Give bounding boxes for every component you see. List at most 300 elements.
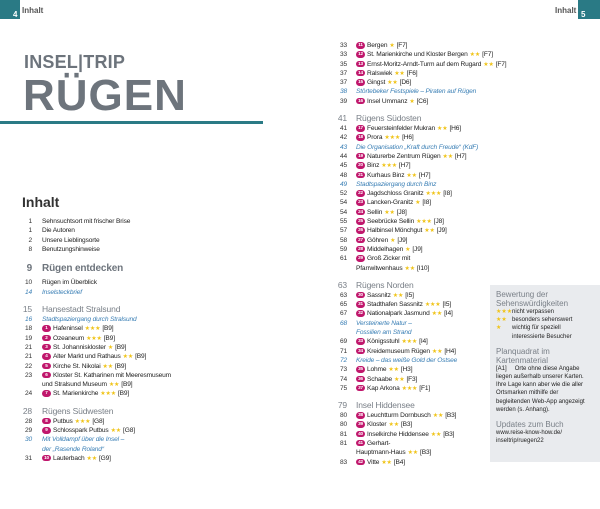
toc-entry[interactable] — [330, 300, 506, 309]
grid-reference: [G8] — [123, 427, 135, 435]
entry-title: Alter Markt und Rathaus — [53, 353, 121, 361]
entry-title: Inselsteckbrief — [42, 288, 82, 296]
entry-title: Gerhart- — [367, 439, 391, 447]
entry-text — [42, 389, 129, 398]
toc-entry[interactable] — [330, 439, 506, 448]
page-number: 8 — [28, 245, 32, 253]
grid-reference: [D6] — [399, 79, 412, 87]
page-number: 1 — [28, 227, 32, 235]
star-rating-icon: ★ — [389, 43, 395, 49]
star-rating-icon: ★★ — [431, 348, 443, 355]
page-number: 16 — [24, 316, 32, 324]
toc-entry[interactable] — [0, 371, 171, 380]
entry-title: Insel Hiddensee — [356, 400, 415, 411]
toc-entry[interactable] — [0, 417, 171, 426]
entry-text — [42, 435, 124, 444]
entry-title: Lancken-Granitz — [367, 199, 414, 207]
page-number: 21 — [24, 353, 32, 361]
star-rating-icon: ★★ — [388, 367, 399, 374]
toc-entry[interactable] — [0, 445, 171, 454]
page-number: 72 — [339, 356, 347, 364]
toc-entry[interactable] — [330, 189, 506, 198]
series-logo: INSEL|TRIP — [24, 52, 126, 72]
grid-reference: [B9] — [102, 325, 114, 333]
grid-code: [A1] — [496, 365, 507, 372]
page-number: 65 — [339, 301, 347, 309]
toc-entry[interactable] — [0, 380, 171, 389]
grid-reference: [B9] — [114, 362, 127, 370]
entry-title: Göhren — [367, 236, 389, 244]
toc-entry[interactable] — [0, 343, 171, 352]
updates-link[interactable]: www.reise-know-how.de/ inseltrip/ruegen22 — [496, 430, 563, 445]
grid-reference: [C6] — [416, 97, 429, 105]
star-rating-icon: ★★ — [430, 431, 442, 438]
entry-title: Seebrücke Sellin — [367, 218, 415, 226]
star-rating-icon: ★★ — [392, 292, 404, 299]
sight-marker-badge: 24 — [356, 209, 365, 216]
entry-title: Stadtspaziergang durch Binz — [356, 180, 437, 188]
entry-text — [42, 226, 75, 235]
toc-entry[interactable] — [330, 375, 506, 384]
entry-title: Halbinsel Mönchgut — [367, 227, 423, 235]
toc-entry[interactable] — [330, 41, 506, 50]
entry-title: Kirche St. Nikolai — [53, 362, 101, 370]
entry-title: Ernst-Moritz-Arndt-Turm auf dem Rugard — [367, 60, 482, 68]
entry-text — [356, 430, 454, 439]
grid-reference: [J8] — [396, 208, 407, 216]
sight-marker-badge: 19 — [356, 153, 365, 160]
sight-marker-badge: 30 — [356, 292, 365, 299]
entry-title: Groß Zicker mit — [367, 255, 411, 263]
entry-text — [42, 315, 137, 324]
toc-entry[interactable] — [330, 133, 506, 142]
page-number: 33 — [339, 51, 347, 59]
sight-marker-badge: 21 — [356, 172, 365, 179]
entry-text — [356, 458, 405, 467]
entry-text — [356, 264, 429, 273]
sight-marker-badge: 34 — [356, 348, 365, 355]
entry-title: Lohme — [367, 366, 387, 374]
page-number — [0, 380, 42, 389]
toc-entry[interactable] — [330, 217, 506, 226]
entry-text — [356, 236, 407, 245]
toc-entry[interactable] — [330, 161, 506, 170]
toc-entry[interactable] — [0, 226, 171, 235]
grid-reference: [F6] — [406, 69, 418, 77]
legend-row — [496, 308, 594, 316]
toc-entry[interactable] — [0, 278, 171, 287]
sight-marker-badge: 26 — [356, 227, 365, 234]
sight-marker-badge: 31 — [356, 301, 365, 308]
page-number: 68 — [339, 319, 347, 327]
toc-entry[interactable] — [330, 124, 506, 133]
toc-entry[interactable] — [330, 198, 506, 207]
sight-marker-badge: 28 — [356, 246, 365, 253]
entry-title: Schlosspark Putbus — [53, 427, 109, 435]
page-number: 80 — [339, 412, 347, 420]
entry-text — [356, 319, 412, 328]
page-number: 9 — [26, 263, 32, 275]
page-number: 63 — [337, 279, 347, 290]
running-header-right: Inhalt — [555, 6, 577, 15]
entry-title: Leuchtturm Dornbusch — [367, 412, 431, 420]
entry-title: Benutzungshinweise — [42, 245, 100, 253]
entry-text — [356, 328, 411, 337]
entry-text — [356, 280, 414, 291]
rating-legend — [496, 308, 594, 341]
page-number — [330, 448, 356, 457]
page-number: 19 — [24, 334, 32, 342]
entry-title: Rügen entdecken — [42, 263, 124, 275]
toc-entry[interactable] — [330, 254, 506, 263]
grid-reference: [B4] — [393, 458, 405, 466]
grid-reference: [H4] — [444, 347, 456, 355]
grid-text: Orte ohne diese Angabe liegen außerhalb unserer Karten. Ihre Lage kann aber wie die aller Ortsmarken mithilfe der begleitenden Web-App angezeigt werden (s. Anhang). — [496, 365, 585, 413]
star-rating-icon: ★★ — [469, 52, 481, 59]
entry-text — [42, 262, 124, 275]
entry-title: Middelhagen — [367, 245, 404, 253]
entry-text — [356, 337, 428, 346]
running-header-left: Inhalt — [22, 6, 44, 15]
sight-marker-badge: 27 — [356, 237, 365, 244]
legend-text: nicht verpassen — [512, 309, 555, 315]
sight-marker-badge: 29 — [356, 255, 365, 262]
entry-title: Die Organisation „Kraft durch Freude“ (KdF) — [356, 143, 479, 151]
entry-title: Ralswiek — [367, 69, 393, 77]
rating-title: Bewertung der Sehenswürdigkeiten — [496, 290, 569, 308]
section-heading[interactable] — [330, 400, 506, 411]
toc-entry[interactable] — [0, 435, 171, 444]
sight-marker-badge: 40 — [356, 431, 365, 438]
toc-entry[interactable] — [330, 97, 506, 106]
entry-title: Gingst — [367, 79, 386, 87]
toc-entry[interactable] — [330, 365, 506, 374]
toc-entry[interactable] — [0, 245, 171, 254]
sight-marker-badge: 38 — [356, 412, 365, 419]
entry-text — [356, 245, 422, 254]
toc-entry[interactable] — [330, 50, 506, 59]
page-number: 31 — [24, 454, 32, 462]
grid-reference: [F7] — [396, 42, 408, 49]
toc-entry[interactable] — [330, 337, 506, 346]
toc-entry[interactable] — [330, 347, 506, 356]
page-number: 38 — [339, 88, 347, 96]
updates-title: Updates zum Buch — [496, 420, 564, 430]
page-number: 10 — [24, 279, 32, 287]
grid-title: Planquadrat im Kartenmaterial — [496, 346, 550, 365]
grid-reference: [H7] — [398, 162, 411, 170]
grid-reference: [B9] — [121, 381, 133, 389]
toc-entry[interactable] — [330, 384, 506, 393]
toc-entry[interactable] — [330, 356, 506, 365]
entry-title: Unsere Lieblingsorte — [42, 236, 100, 244]
toc-entry[interactable] — [330, 143, 506, 152]
toc-left-column — [0, 217, 171, 463]
entry-title: St. Johanniskloster — [53, 343, 106, 351]
entry-text — [356, 254, 410, 263]
toc-entry[interactable] — [330, 152, 506, 161]
toc-entry[interactable] — [330, 171, 506, 180]
entry-text — [356, 217, 444, 226]
sight-marker-badge: 37 — [356, 385, 365, 392]
entry-text — [42, 371, 171, 380]
entry-title: Kloster — [367, 421, 387, 429]
sight-marker-badge: 12 — [356, 51, 365, 58]
entry-text — [42, 406, 113, 417]
star-rating-icon: ★★★ — [424, 302, 441, 309]
grid-reference: [H6] — [449, 125, 461, 133]
toc-entry[interactable] — [330, 291, 506, 300]
toc-entry[interactable] — [330, 69, 506, 78]
sight-marker-badge: 25 — [356, 218, 365, 225]
sight-marker-badge: 5 — [42, 363, 51, 370]
entry-text — [356, 87, 476, 96]
legend-box — [490, 285, 600, 462]
grid-reference: [H7] — [418, 171, 431, 179]
entry-title: der „Rasende Roland“ — [42, 445, 104, 453]
entry-title: Die Autoren — [42, 227, 75, 235]
section-heading[interactable] — [330, 113, 506, 124]
section-heading[interactable] — [0, 406, 171, 417]
toc-entry[interactable] — [0, 334, 171, 343]
entry-text — [356, 97, 428, 106]
entry-title: Nationalpark Jasmund — [367, 310, 430, 318]
star-rating-icon: ★ — [409, 98, 415, 105]
grid-reference: [F7] — [482, 51, 493, 59]
entry-text — [356, 41, 407, 50]
toc-entry[interactable] — [330, 458, 506, 467]
page-number: 71 — [339, 347, 347, 355]
sight-marker-badge: 42 — [356, 459, 365, 466]
entry-title: Schaabe — [367, 375, 392, 383]
entry-text — [356, 161, 410, 170]
entry-text — [42, 304, 120, 315]
entry-title: Stadthafen Sassnitz — [367, 301, 423, 309]
legend-text: wichtig für speziell interessierte Besucher — [512, 325, 572, 340]
grid-reference: [J9] — [412, 245, 423, 253]
sight-marker-badge: 16 — [356, 98, 365, 105]
page-number: 45 — [339, 162, 347, 170]
entry-text — [356, 180, 436, 189]
star-rating-icon: ★★★ — [381, 163, 397, 170]
page-number: 22 — [24, 362, 32, 370]
toc-entry[interactable] — [0, 454, 171, 463]
entry-text — [356, 208, 407, 217]
sight-marker-badge: 41 — [356, 440, 365, 447]
page-number: 15 — [22, 304, 32, 315]
entry-text — [356, 189, 452, 198]
section-heading[interactable] — [0, 304, 171, 315]
entry-title: Kloster St. Katharinen mit Meeresmuseum — [53, 371, 172, 379]
entry-text — [356, 69, 417, 78]
entry-title: St. Marienkirche — [53, 390, 99, 398]
page-number — [330, 264, 356, 273]
page-number — [330, 328, 356, 337]
entry-title: Sassnitz — [367, 291, 391, 299]
toc-entry[interactable] — [330, 87, 506, 96]
sight-marker-badge: 22 — [356, 190, 365, 197]
toc-entry[interactable] — [330, 448, 506, 457]
entry-text — [356, 300, 451, 309]
entry-text — [356, 78, 411, 87]
page-number: 24 — [24, 390, 32, 398]
star-rating-icon: ★★ — [496, 317, 507, 324]
sight-marker-badge: 32 — [356, 310, 365, 317]
entry-title: Pfarrwitwenhaus — [356, 264, 403, 272]
toc-entry[interactable] — [0, 315, 171, 324]
toc-entry[interactable] — [330, 430, 506, 439]
page-number: 28 — [22, 405, 32, 416]
sight-marker-badge: 39 — [356, 421, 365, 428]
entry-text — [42, 380, 132, 389]
grid-reference: [B9] — [135, 353, 147, 361]
sight-marker-badge: 11 — [356, 42, 365, 49]
toc-entry[interactable] — [330, 180, 506, 189]
page-number: 73 — [339, 366, 347, 374]
page-number-tab-right: 5 — [578, 0, 600, 19]
page-number: 43 — [339, 143, 347, 151]
page-number: 37 — [339, 79, 347, 87]
page-number: 48 — [339, 171, 347, 179]
entry-text — [42, 324, 113, 333]
entry-title: Königsstuhl — [367, 338, 400, 346]
page-number: 61 — [339, 255, 347, 263]
page-number: 37 — [339, 69, 347, 77]
entry-text — [42, 454, 111, 463]
page-number: 1 — [28, 218, 32, 225]
page-number: 39 — [339, 97, 347, 105]
toc-entry[interactable] — [330, 411, 506, 420]
toc-entry[interactable] — [330, 208, 506, 217]
sight-marker-badge: 14 — [356, 70, 365, 77]
page-number: 81 — [339, 439, 347, 447]
entry-text — [356, 171, 430, 180]
toc-entry[interactable] — [0, 236, 171, 245]
star-rating-icon: ★ — [496, 325, 502, 332]
grid-reference: [B9] — [103, 334, 115, 342]
entry-text — [42, 217, 130, 226]
page-number: 52 — [339, 190, 347, 198]
toc-entry[interactable] — [330, 264, 506, 273]
toc-entry[interactable] — [0, 362, 171, 371]
entry-text — [356, 347, 456, 356]
legend-row — [496, 324, 594, 340]
entry-title: Vitte — [367, 458, 380, 466]
toc-entry[interactable] — [330, 309, 506, 318]
entry-text — [356, 113, 421, 124]
sight-marker-badge: 8 — [42, 418, 51, 425]
page-number: 79 — [337, 400, 347, 411]
toc-entry[interactable] — [0, 217, 171, 226]
toc-entry[interactable] — [330, 328, 506, 337]
star-rating-icon: ★★★ — [384, 135, 401, 142]
grid-reference: [B9] — [115, 343, 127, 351]
toc-entry[interactable] — [330, 60, 506, 69]
entry-text — [356, 50, 493, 59]
entry-title: und Stralsund Museum — [42, 381, 107, 389]
toc-entry[interactable] — [330, 420, 506, 429]
grid-reference: [I5] — [405, 291, 414, 299]
grid-reference: [B3] — [420, 449, 432, 457]
grid-reference: [I4] — [444, 310, 453, 318]
toc-entry[interactable] — [0, 288, 171, 297]
sight-marker-badge: 35 — [356, 366, 365, 373]
page-number: 23 — [24, 371, 32, 379]
toc-entry[interactable] — [330, 245, 506, 254]
star-rating-icon: ★★★ — [401, 385, 418, 392]
entry-title: Störtebeker Festspiele – Piraten auf Rügen — [356, 88, 477, 96]
entry-title: Fossilien am Strand — [356, 329, 412, 337]
entry-title: Naturerbe Zentrum Rügen — [367, 152, 441, 160]
sight-marker-badge: 15 — [356, 79, 365, 86]
page-number: 74 — [339, 375, 347, 383]
entry-title: Mit Volldampf über die Insel – — [42, 436, 125, 444]
page-number: 14 — [24, 288, 32, 296]
grid-reference: [J9] — [436, 227, 447, 235]
star-rating-icon: ★ — [415, 200, 421, 207]
entry-text — [356, 133, 414, 142]
toc-entry[interactable] — [0, 426, 171, 435]
entry-title: Ozeaneum — [53, 334, 85, 342]
toc-entry[interactable] — [330, 236, 506, 245]
entry-title: Prora — [367, 134, 383, 142]
entry-title: Kap Arkona — [367, 384, 400, 392]
star-rating-icon: ★★ — [110, 428, 122, 435]
star-rating-icon: ★★ — [431, 311, 443, 318]
entry-title: Insel Ummanz — [367, 97, 408, 105]
star-rating-icon: ★★ — [432, 413, 444, 420]
entry-text — [42, 343, 126, 352]
section-heading[interactable] — [330, 280, 506, 291]
grid-reference: [B3] — [400, 421, 413, 429]
grid-reference: [B3] — [445, 412, 457, 420]
entry-text — [356, 152, 466, 161]
grid-reference: [F7] — [495, 60, 507, 68]
entry-text — [356, 291, 414, 300]
entry-text — [42, 236, 99, 245]
star-rating-icon: ★★ — [424, 228, 435, 235]
entry-text — [356, 439, 390, 448]
grid-reference: [I4] — [419, 338, 428, 346]
entry-text — [356, 309, 453, 318]
page-number: 63 — [339, 291, 347, 299]
grid-reference: [H7] — [454, 152, 467, 160]
sight-marker-badge: 13 — [356, 61, 365, 68]
entry-title: Hansestadt Stralsund — [42, 304, 121, 315]
sight-marker-badge: 4 — [42, 353, 51, 360]
grid-reference: [F1] — [419, 384, 431, 392]
sight-marker-badge: 6 — [42, 372, 51, 379]
page-number-tab-left: 4 — [0, 0, 20, 19]
entry-title: Versteinerte Natur – — [356, 319, 412, 327]
section-heading[interactable] — [0, 262, 171, 275]
entry-title: Binz — [367, 162, 380, 170]
entry-text — [42, 288, 82, 297]
entry-title: Jagdschloss Granitz — [367, 190, 424, 198]
legend-row — [496, 316, 594, 324]
toc-entry[interactable] — [0, 352, 171, 361]
entry-text — [356, 356, 457, 365]
toc-entry[interactable] — [0, 389, 171, 398]
toc-entry[interactable] — [0, 324, 171, 333]
toc-entry[interactable] — [330, 226, 506, 235]
toc-entry[interactable] — [330, 319, 506, 328]
grid-reference: [B3] — [443, 430, 455, 438]
star-rating-icon: ★★★ — [401, 339, 418, 346]
toc-entry[interactable] — [330, 78, 506, 87]
sight-marker-badge: 20 — [356, 162, 365, 169]
entry-text — [42, 426, 135, 435]
